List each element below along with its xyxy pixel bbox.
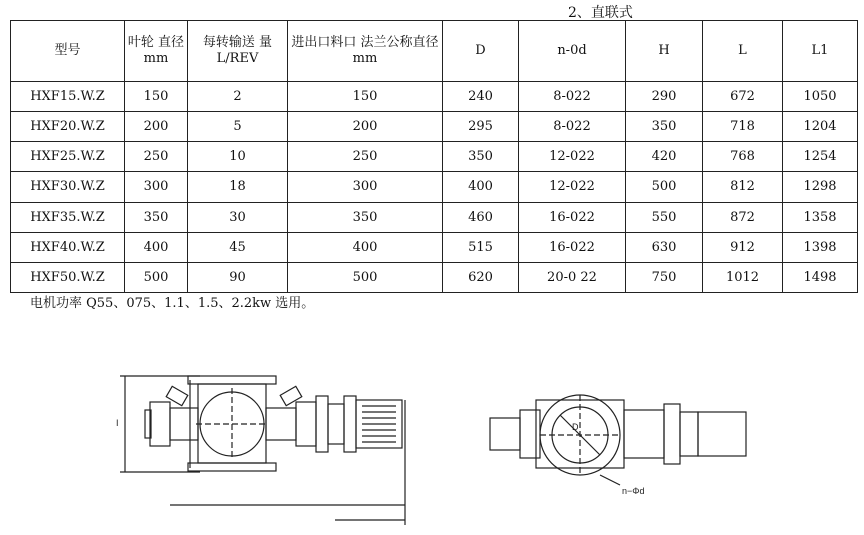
table-cell: 250 bbox=[288, 142, 443, 172]
table-cell: 768 bbox=[703, 142, 783, 172]
table-cell: 295 bbox=[443, 112, 519, 142]
table-cell: 500 bbox=[288, 262, 443, 292]
column-header: D bbox=[443, 21, 519, 82]
table-cell: 500 bbox=[125, 262, 188, 292]
table-cell: 12-022 bbox=[519, 142, 626, 172]
table-row bbox=[11, 82, 858, 112]
table-cell: 400 bbox=[443, 172, 519, 202]
table-cell: 620 bbox=[443, 262, 519, 292]
dim-label-h: I bbox=[116, 418, 119, 428]
table-cell: 350 bbox=[443, 142, 519, 172]
table-cell: 300 bbox=[125, 172, 188, 202]
table-cell: 1050 bbox=[783, 82, 858, 112]
table-cell: 200 bbox=[125, 112, 188, 142]
table-cell: 18 bbox=[188, 172, 288, 202]
table-cell: 150 bbox=[125, 82, 188, 112]
table-cell: 1012 bbox=[703, 262, 783, 292]
column-header: 型号 bbox=[11, 21, 125, 82]
table-cell: 718 bbox=[703, 112, 783, 142]
table-cell: 1358 bbox=[783, 202, 858, 232]
table-cell: 290 bbox=[626, 82, 703, 112]
table-row bbox=[11, 262, 858, 292]
table-cell: 150 bbox=[288, 82, 443, 112]
table-cell: 45 bbox=[188, 232, 288, 262]
table-cell: 1398 bbox=[783, 232, 858, 262]
table-cell: 1498 bbox=[783, 262, 858, 292]
column-header: L1 bbox=[783, 21, 858, 82]
table-cell: HXF25.W.Z bbox=[11, 142, 125, 172]
table-row bbox=[11, 112, 858, 142]
front-view bbox=[120, 376, 405, 525]
table-header-row bbox=[11, 21, 858, 82]
table-row bbox=[11, 142, 858, 172]
column-header: H bbox=[626, 21, 703, 82]
table-cell: 912 bbox=[703, 232, 783, 262]
table-cell: 2 bbox=[188, 82, 288, 112]
side-view bbox=[490, 395, 746, 485]
table-cell: HXF15.W.Z bbox=[11, 82, 125, 112]
table-cell: 250 bbox=[125, 142, 188, 172]
table-cell: 420 bbox=[626, 142, 703, 172]
column-header: 叶轮 直径 mm bbox=[125, 21, 188, 82]
column-header: L bbox=[703, 21, 783, 82]
table-row bbox=[11, 172, 858, 202]
table-cell: HXF40.W.Z bbox=[11, 232, 125, 262]
dim-label-d: D bbox=[572, 422, 579, 432]
dim-label-nd: n−Φd bbox=[622, 486, 645, 496]
table-row bbox=[11, 232, 858, 262]
table-cell: 300 bbox=[288, 172, 443, 202]
table-cell: 630 bbox=[626, 232, 703, 262]
table-cell: 812 bbox=[703, 172, 783, 202]
table-cell: 90 bbox=[188, 262, 288, 292]
table-cell: 200 bbox=[288, 112, 443, 142]
spec-table bbox=[10, 20, 858, 293]
column-header: n-0d bbox=[519, 21, 626, 82]
table-cell: HXF30.W.Z bbox=[11, 172, 125, 202]
table-row bbox=[11, 202, 858, 232]
table-cell: HXF50.W.Z bbox=[11, 262, 125, 292]
column-header: 进出口料口 法兰公称直径 mm bbox=[288, 21, 443, 82]
table-cell: 240 bbox=[443, 82, 519, 112]
table-cell: 8-022 bbox=[519, 112, 626, 142]
table-cell: 20-0 22 bbox=[519, 262, 626, 292]
table-cell: 460 bbox=[443, 202, 519, 232]
table-cell: 515 bbox=[443, 232, 519, 262]
table-cell: 500 bbox=[626, 172, 703, 202]
table-cell: 10 bbox=[188, 142, 288, 172]
table-cell: 400 bbox=[288, 232, 443, 262]
table-cell: 8-022 bbox=[519, 82, 626, 112]
table-cell: 1254 bbox=[783, 142, 858, 172]
table-cell: 5 bbox=[188, 112, 288, 142]
feeder-drawing bbox=[0, 360, 864, 535]
table-cell: 1298 bbox=[783, 172, 858, 202]
table-cell: 400 bbox=[125, 232, 188, 262]
table-cell: 550 bbox=[626, 202, 703, 232]
column-header: 每转输送 量 L/REV bbox=[188, 21, 288, 82]
table-cell: 12-022 bbox=[519, 172, 626, 202]
motor-power-note: 电机功率 Q55、075、1.1、1.5、2.2kw 选用。 bbox=[30, 296, 315, 311]
table-cell: HXF35.W.Z bbox=[11, 202, 125, 232]
table-cell: 672 bbox=[703, 82, 783, 112]
table-cell: 350 bbox=[626, 112, 703, 142]
table-cell: 750 bbox=[626, 262, 703, 292]
table-cell: HXF20.W.Z bbox=[11, 112, 125, 142]
table-cell: 1204 bbox=[783, 112, 858, 142]
table-cell: 30 bbox=[188, 202, 288, 232]
table-cell: 16-022 bbox=[519, 202, 626, 232]
table-cell: 16-022 bbox=[519, 232, 626, 262]
table-body bbox=[11, 82, 858, 293]
table-cell: 350 bbox=[125, 202, 188, 232]
table-cell: 872 bbox=[703, 202, 783, 232]
section-title: 2、直联式 bbox=[568, 5, 633, 21]
table-cell: 350 bbox=[288, 202, 443, 232]
